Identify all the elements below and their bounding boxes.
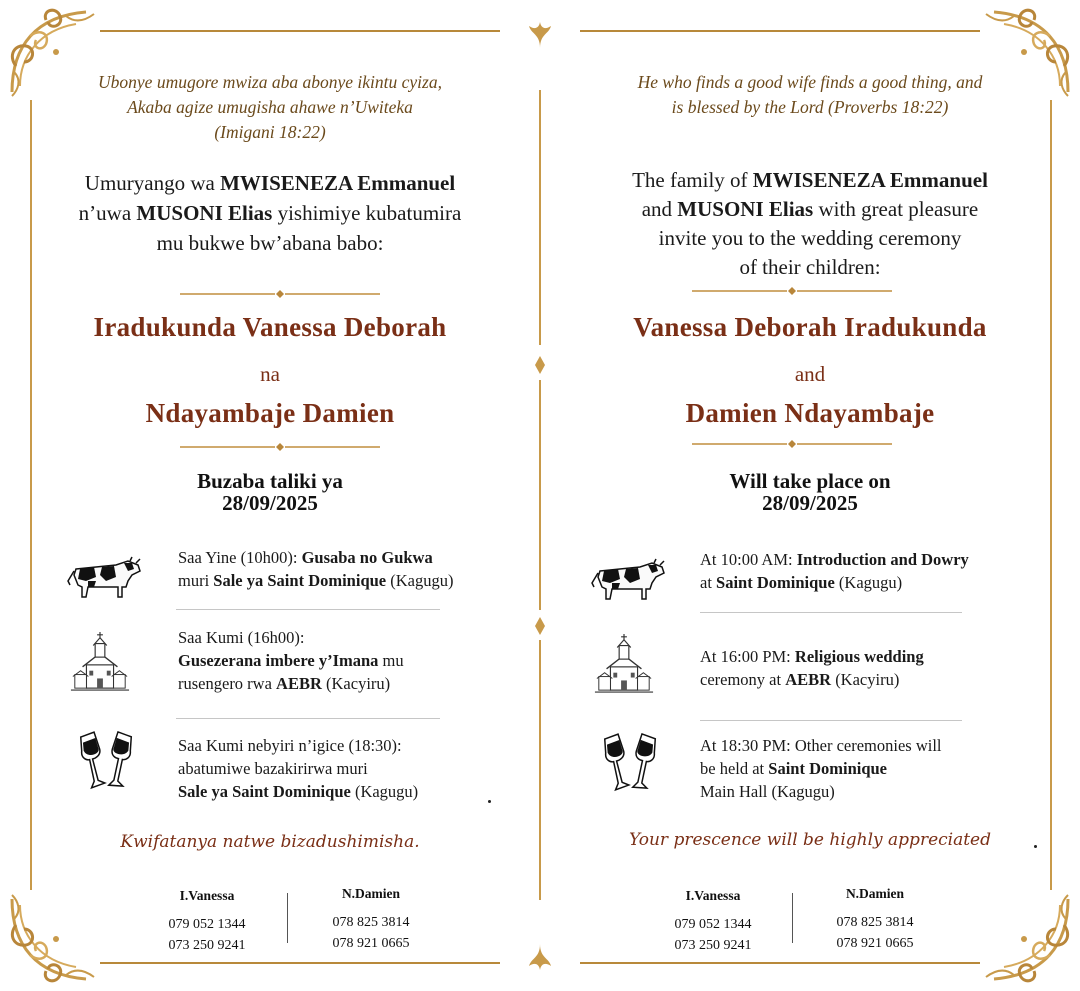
invitation-intro: Umuryango wa MWISENEZA Emmanuel n’uwa MUSONI Elias yishimiye kubatumira mu bukwe bw’abana babo: [78, 171, 462, 255]
phone-number: 079 052 1344 [168, 917, 246, 932]
bride-name: Iradukunda Vanessa Deborah [93, 312, 447, 342]
contact-name: N.Damien [341, 886, 401, 901]
verse [40, 70, 500, 145]
event-separator [176, 609, 440, 610]
groom-name: Ndayambaje Damien [145, 398, 395, 428]
verse [580, 70, 1040, 120]
stray-dot [1034, 845, 1037, 848]
event-religious-wedding: At 16:00 PM: Religious wedding ceremony at AEBR (Kacyiru) [700, 647, 924, 689]
phone-number: 073 250 9241 [168, 938, 246, 953]
father-name: MWISENEZA Emmanuel [752, 168, 988, 192]
champagne-glasses-icon [78, 730, 136, 792]
wedding-date: 28/09/2025 [762, 491, 858, 515]
phone-number: 079 052 1344 [674, 917, 752, 932]
conjunction: na [260, 362, 280, 386]
divider-ornament [692, 438, 892, 450]
contact-groom [800, 883, 950, 954]
event-separator [700, 720, 962, 721]
event-introduction: Saa Yine (10h00): Gusaba no Gukwa muri Sale ya Saint Dominique (Kagugu) [178, 548, 454, 590]
verse-line: He who finds a good wife finds a good thing, and [637, 72, 983, 92]
verse-line: Ubonye umugore mwiza aba abonye ikintu cyiza, [98, 72, 442, 92]
event-reception: At 18:30 PM: Other ceremonies will be held at Saint Dominique Main Hall (Kagugu) [700, 736, 942, 801]
date-label: Buzaba taliki ya [197, 469, 343, 493]
divider-ornament [180, 441, 380, 453]
phone-number: 073 250 9241 [674, 938, 752, 953]
verse-reference: (Imigani 18:22) [214, 122, 326, 142]
father-name: MWISENEZA Emmanuel [220, 171, 456, 195]
divider-ornament [692, 285, 892, 297]
contact-bride [638, 885, 788, 956]
stray-dot [488, 800, 491, 803]
church-icon [70, 630, 130, 692]
closing-message: Kwifatanya natwe bizadushimisha. [120, 832, 420, 852]
english-panel [540, 0, 1080, 991]
contact-bride [132, 885, 282, 956]
date-block [560, 470, 1060, 514]
contact-name: I.Vanessa [685, 888, 741, 903]
bride-name: Vanessa Deborah Iradukunda [633, 312, 987, 342]
conjunction: and [794, 362, 826, 386]
church-icon [594, 632, 654, 694]
contact-divider [287, 893, 288, 943]
closing-message: Your prescence will be highly appreciated [629, 830, 991, 850]
contact-divider [792, 893, 793, 943]
wedding-date: 28/09/2025 [222, 491, 318, 515]
phone-number: 078 825 3814 [836, 915, 914, 930]
event-reception: Saa Kumi nebyiri n’igice (18:30): abatumiwe bazakirirwa muri Sale ya Saint Dominique (Kagugu) [178, 736, 419, 801]
invitation-intro: The family of MWISENEZA Emmanuel and MUSONI Elias with great pleasure invite you to the wedding ceremony of their children: [632, 168, 988, 279]
divider-ornament [180, 288, 380, 300]
event-separator [176, 718, 440, 719]
event-separator [700, 612, 962, 613]
champagne-glasses-icon [602, 732, 660, 794]
phone-number: 078 921 0665 [332, 936, 410, 951]
verse-line: Akaba agize umugisha ahawe n’Uwiteka [127, 97, 413, 117]
verse-line: is blessed by the Lord (Proverbs 18:22) [671, 97, 949, 117]
cow-icon [66, 548, 144, 604]
contact-name: I.Vanessa [179, 888, 235, 903]
date-block [20, 470, 520, 514]
contact-name: N.Damien [845, 886, 905, 901]
father-name: MUSONI Elias [677, 197, 814, 221]
father-name: MUSONI Elias [136, 201, 273, 225]
cow-icon [590, 550, 668, 606]
groom-name: Damien Ndayambaje [685, 398, 935, 428]
date-label: Will take place on [729, 469, 891, 493]
phone-number: 078 921 0665 [836, 936, 914, 951]
event-religious-wedding: Saa Kumi (16h00): Gusezerana imbere y’Imana mu rusengero rwa AEBR (Kacyiru) [178, 628, 404, 693]
contact-groom [296, 883, 446, 954]
phone-number: 078 825 3814 [332, 915, 410, 930]
event-introduction: At 10:00 AM: Introduction and Dowry at Saint Dominique (Kagugu) [700, 550, 969, 592]
